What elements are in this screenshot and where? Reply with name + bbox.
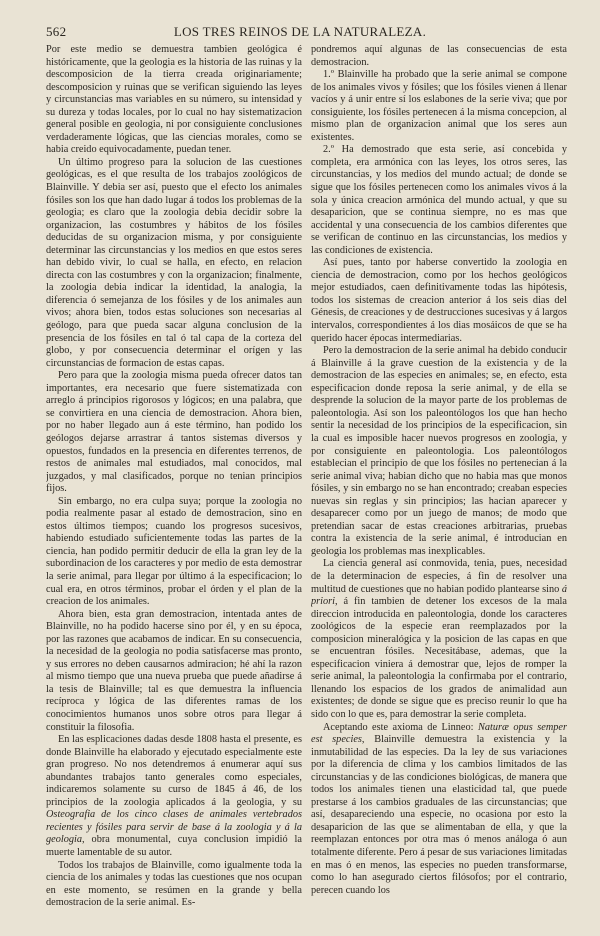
page-number: 562 <box>46 24 67 39</box>
paragraph: Un último progreso para la solucion de las cuestiones geológicas, es el que resulta de los trabajos zoológicos de Blainville. Y debia ser así, puesto que el efecto los animales fósiles son los que han dado lugar á todos los problemas de la geologia; es claro que la zoologia debia decidir sobre la organizacion, las costumbres y hábitos de los fósiles deducidas de su organizacion misma, y por consiguiente determinar las circunstancias y los medios en que estos seres han debido vivir, lo cual se halla, en efecto, en relacion directa con las costumbres y con la organizacion; finalmente, la zoologia debia indicar la identidad, la analogia, la diferencia ó semejanza de los fósiles y de los animales aun vivos; ahora bien, todos estas soluciones son necesarias al geólogo, para que pueda sacar alguna conclusion de la presencia de los fósiles en tal ó tal capa de la corteza del globo, y por consecuencia determinar el orígen y las circunstancias de formacion de estas capas. <box>46 156 302 369</box>
running-header <box>46 24 554 40</box>
paragraph: La ciencia general así conmovida, tenia, pues, necesidad de la determinacion de especies, á fin de resolver una multitud de cuestiones que no habian podido plantearse sino á priori, á fin tambien de detener los excesos de la mala direccion introducida en paleontologia, donde los caracteres zoológicos de la especie eran reemplazados por la composicion mineralógica y la posicion de las capas en que se encuentran fósiles. Necesitábase, ademas, que la especificacion viniera á demostrar que, lejos de romper la serie animal, la paleontologia la confirmaba por el contrario, llenando los espacios de los grados de animalidad aun existentes; de donde se sigue que es preciso reunir lo que ha sido con lo que es, para demostrar la serie completa. <box>311 558 567 720</box>
left-column <box>46 44 302 912</box>
paragraph: Pero para que la zoologia misma pueda ofrecer datos tan importantes, era necesario que fuere sistematizada con arreglo á principios rigorosos y lógicos; en una palabra, que se convirtiera en una ciencia de demostracion. Ahora bien, por no haber llegado aun á este término, han podido los geólogos dejarse arrastrar á tantos sistemas diversos y opuestos, fundados en la presencia en diferentes terrenos, de restos de animales mal estudiados, mal conocidos, mal juzgados, y mal clasificados, porque no tenian principios fijos. <box>46 370 302 495</box>
paragraph: Por este medio se demuestra tambien geológica é históricamente, que la geologia es la historia de las ruinas y la descomposicion de la tierra creada originariamente; descomposicion y ruinas que se verifican siguiendo las leyes y circunstancias mas variables en su número, su intensidad y su dureza y todas locales, por lo cual no hay sistematizacion general posible en geologia, ni por consiguiente conclusiones verdaderamente lógicas, que las ciencias morales, como se habia creido equivocadamente, puedan tener. <box>46 44 302 156</box>
paragraph: pondremos aquí algunas de las consecuencias de esta demostracion. <box>311 44 567 68</box>
paragraph: 1.º Blainville ha probado que la serie animal se compone de los animales vivos y fósiles; que los fósiles vienen á llenar vacíos y á unir entre sí los eslabones de la serie viva; que por consiguiente, los fósiles pertenecen á la misma concepcion, al mismo plan de organizacion animal que los seres aun existentes. <box>311 69 567 143</box>
paragraph: Así pues, tanto por haberse convertido la zoologia en ciencia de demostracion, como por los hechos geológicos mejor estudiados, caen definitivamente todas las hipótesis, todos los sistemas de creacion anterior á los seis dias del Génesis, de creaciones y de destrucciones sucesivas y á largos intervalos, correspondientes á los dias mosáicos de que se ha querido hacer épocas intermediarias. <box>311 257 567 344</box>
paragraph: Pero la demostracion de la serie animal ha debido conducir á Blainville á la grave cuestion de la existencia y de la demostracion de las especies en animales; se, en efecto, esta especificacion donde reposa la serie animal, y de ella se desprende la solucion de la mayor parte de los problemas de paleontologia. Así son los paleontólogos los que han hecho sentir la necesidad de los principios de la especificacion, sin la cual es imposible hacer nuevos progresos en zoologia, y por consiguiente en paleontologia. Los paleontólogos establecian el principio de que los fósiles no pertenecian á la serie animal viva; habian dicho que no habia mas que monos fósiles, y sin embargo no se han encontrado; creaban especies nuevas sin reglas y sin principios; las hacian aparecer y desaparecer como por un juego de manos; de modo que pretendian sacar de estas creaciones arbitrarias, pruebas contra la existencia de la serie animal, é introducian en geologia los problemas mas inexplicables. <box>311 345 567 557</box>
paragraph: Todos los trabajos de Blainville, como igualmente toda la ciencia de los animales y todas las cuestiones que nos ocupan en este momento, se resúmen en la grande y bella demostracion de la serie animal. Es- <box>46 859 302 909</box>
paragraph: En las esplicaciones dadas desde 1808 hasta el presente, es donde Blainville ha elaborado y ejecutado especialmente este gran progreso. No nos detendremos á enumerar aquí sus abundantes trabajos tanto generales como especiales, indicaremos solamente su curso de 1845 á 46, de los principios de la zoologia aplicados á la geologia, y su Osteografia de los cinco clases de animales vertebrados recientes y fósiles para servir de base á la zoologia y á la geologia, obra monumental, cuya conclusion impidió la muerte lamentable de su autor. <box>46 734 302 858</box>
running-title: LOS TRES REINOS DE LA NATURALEZA. <box>173 24 427 39</box>
paragraph: Ahora bien, esta gran demostracion, intentada antes de Blainville, no ha podido hacerse sino por él, y en su época, por las razones que acabamos de indicar. En su consecuencia, la necesidad de la geologia no podia satisfacerse mas pronto, y sus errores no deben causarnos admiracion; hé ahí la razon al mismo tiempo que una nueva prueba que puede añadirse á la tesis de Blainville; tal es que demuestra la influencia recíproca y lógica de las diferentes ramas de los conocimientos humanos unos sobre otros para llegar á constituir la filosofia. <box>46 608 302 733</box>
right-column <box>311 44 567 912</box>
paragraph: 2.º Ha demostrado que esta serie, así concebida y completa, era armónica con las leyes, los otros seres, las circunstancias, y los medios del mundo actual; de donde se sigue que los fósiles pertenecen como los animales vivos á la sola y única creacion armónica del mundo actual, y que su desaparicion, que se continua siempre, no es mas que accidental y una consecuencia de los cambios diferentes que se verifican de continuo en las circunstancias, los medios y las condiciones de existencia. <box>311 144 567 256</box>
paragraph: Sin embargo, no era culpa suya; porque la zoologia no podia realmente pasar al estado de demostracion, sino en estos últimos tiempos; cuando los progresos sucesivos, habiendo estudiado suficientemente todas las partes de la ciencia, han podido permitir deducir de ella la gran ley de la subordinacion de los caracteres y por medio de esta demostrar la serie animal, para llegar por último á la especificacion; lo cual era, en otros términos, probar el órden y el plan de la creacion de los animales. <box>46 495 302 608</box>
paragraph: Aceptando este axioma de Linneo: Naturæ opus semper est species, Blainville demuestra la existencia y la inmutabilidad de las especies. Da la ley de sus variaciones por la diferencia de clima y los cambios limitados de las circunstancias y de las condiciones biológicas, de manera que todos los animales tienen una elasticidad tal, que puede prestarse á los cambios graduales de las circunstancias; que así, desapareciendo una especie, no ocasiona por esto la desaparicion de las que se alimentaban de ella, y que la reemplazan entonces por otra mas ó menos análoga ó aun totalmente diferente. Pero á pesar de sus variaciones limitadas en mas ó en menos, las especies no pueden transformarse, como lo han asegurado ciertos filósofos; por el contrario, perecen cuando los <box>311 721 567 896</box>
